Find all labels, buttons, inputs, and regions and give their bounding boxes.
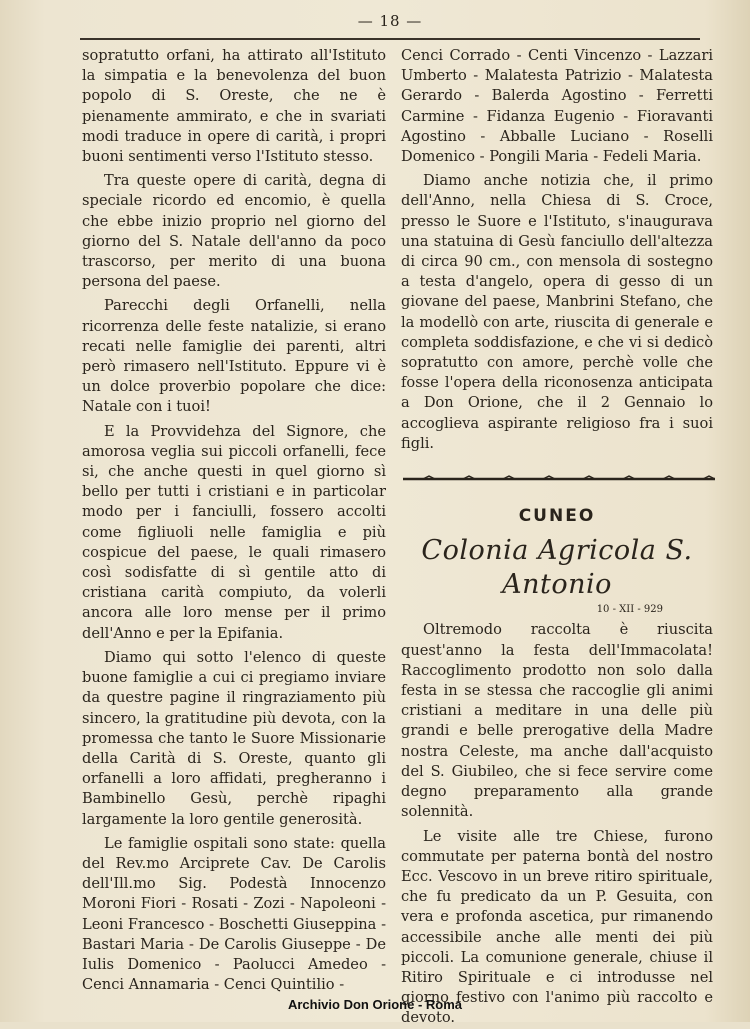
paragraph: Tra queste opere di carità, degna di speciale ricordo ed encomio, è quella che ebbe inizio proprio nel giorno del giorno del S. Natale dell'anno da poco trascorso, per merito di una buona persona del paese. [82, 172, 386, 291]
paragraph: sopratutto orfani, ha attirato all'Istituto la simpatia e la benevolenza del buon popolo di S. Oreste, che ne è pienamente ammirato, e che in svariati modi traduce in opere di carità, i propri buoni sentimenti verso l'Istituto stesso. [82, 47, 386, 166]
paragraph: Parecchi degli Orfanelli, nella ricorrenza delle feste natalizie, si erano recati nelle famiglie dei parenti, altri però rimasero nell'Istituto. Eppure vi è un dolce proverbio popolare che dice: Natale con i tuoi! [82, 297, 386, 416]
section-title: Colonia Agricola S. Antonio [421, 535, 693, 601]
paragraph: Le visite alle tre Chiese, furono commutate per paterna bontà del nostro Ecc. Vescovo in un breve ritiro spirituale, che fu predicato da un P. Gesuita, con vera e profonda ascetica, pur rimanendo accessibile anche alle menti dei più piccoli. La comunione generale, chiuse il Ritiro Spirituale e ci introdusse nel giorno festivo con l'animo più raccolto e devoto. [401, 827, 713, 1027]
section-divider [403, 472, 715, 486]
paragraph: Le famiglie ospitali sono state: quella del Rev.mo Arciprete Cav. De Carolis dell'Ill.mo Sig. Podestà Innocenzo Moroni Fiori - Rosati - Zozi - Napoleoni - Leoni Francesco - Boschetti Giuseppina - Bastari Maria - De Carolis Giuseppe - De Iulis Domenico - Paolucci Amedeo - Cenci Annamaria - Cenci Quintilio - [82, 834, 386, 994]
paragraph: Oltremodo raccolta è riuscita quest'anno la festa dell'Immacolata! Raccoglimento prodotto non solo dalla festa in se stessa che raccoglie gli animi cristiani a meditare in una delle più grandi e belle prerogative della Madre nostra Celeste, ma anche dall'acquisto del S. Giubileo, che si fece servire come degno preparamento alla grande solennità. [401, 621, 713, 821]
archive-caption: Archivio Don Orione - Roma [287, 997, 463, 1012]
page-number: — 18 — [357, 12, 423, 30]
paragraph: Diamo qui sotto l'elenco di queste buone famiglie a cui ci pregiamo inviare da questre pagine il ringraziamento più sincero, la gratitudine più devota, con la promessa che tanto le Suore Missionarie della Carità di S. Oreste, quanto gli orfanelli a loro affidati, pregheranno i Bambinello Gesù, perchè ripaghi largamente la loro gentile generosità. [82, 648, 386, 828]
paragraph: Diamo anche notizia che, il primo dell'Anno, nella Chiesa di S. Croce, presso le Suore e l'Istituto, s'inaugurava una statuina di Gesù fanciullo dell'altezza di circa 90 cm., con mensola di sostegno a testa d'angelo, opera di gesso di un giovane del paese, Manbrini Stefano, che la modellò con arte, riuscita di generale e completa soddisfazione, e che vi si dedicò sopratutto con amore, perchè volle che fosse l'opera della riconosenza anticipata a Don Orione, che il 2 Gennaio lo accoglieva aspirante religioso fra i suoi figli. [401, 172, 713, 452]
paragraph: Cenci Corrado - Centi Vincenzo - Lazzari Umberto - Malatesta Patrizio - Malatesta Gerardo - Balerda Agostino - Ferretti Carmine - Fidanza Eugenio - Fioravanti Agostino - Abballe Luciano - Roselli Domenico - Pongili Maria - Fedeli Maria. [401, 47, 713, 166]
page-header [80, 12, 700, 36]
right-column [401, 46, 713, 1029]
left-column [82, 46, 386, 995]
section-place: CUNEO [518, 506, 596, 527]
paragraph: E la Provvidehza del Signore, che amorosa veglia sui piccoli orfanelli, fece si, che anche questi in quel giorno sì bello per tutti i cristiani e in particolar modo per i fanciulli, fossero accolti come figliuoli nelle famiglia e più cospicue del paese, le quali rimasero così sodisfatte di sì gentile atto di cristiana carità compiuto, da volerli ancora alle loro mense per il primo dell'Anno e per la Epifania. [82, 422, 386, 642]
header-rule [80, 38, 700, 40]
section-date: 10 - XII - 929 [596, 604, 663, 616]
